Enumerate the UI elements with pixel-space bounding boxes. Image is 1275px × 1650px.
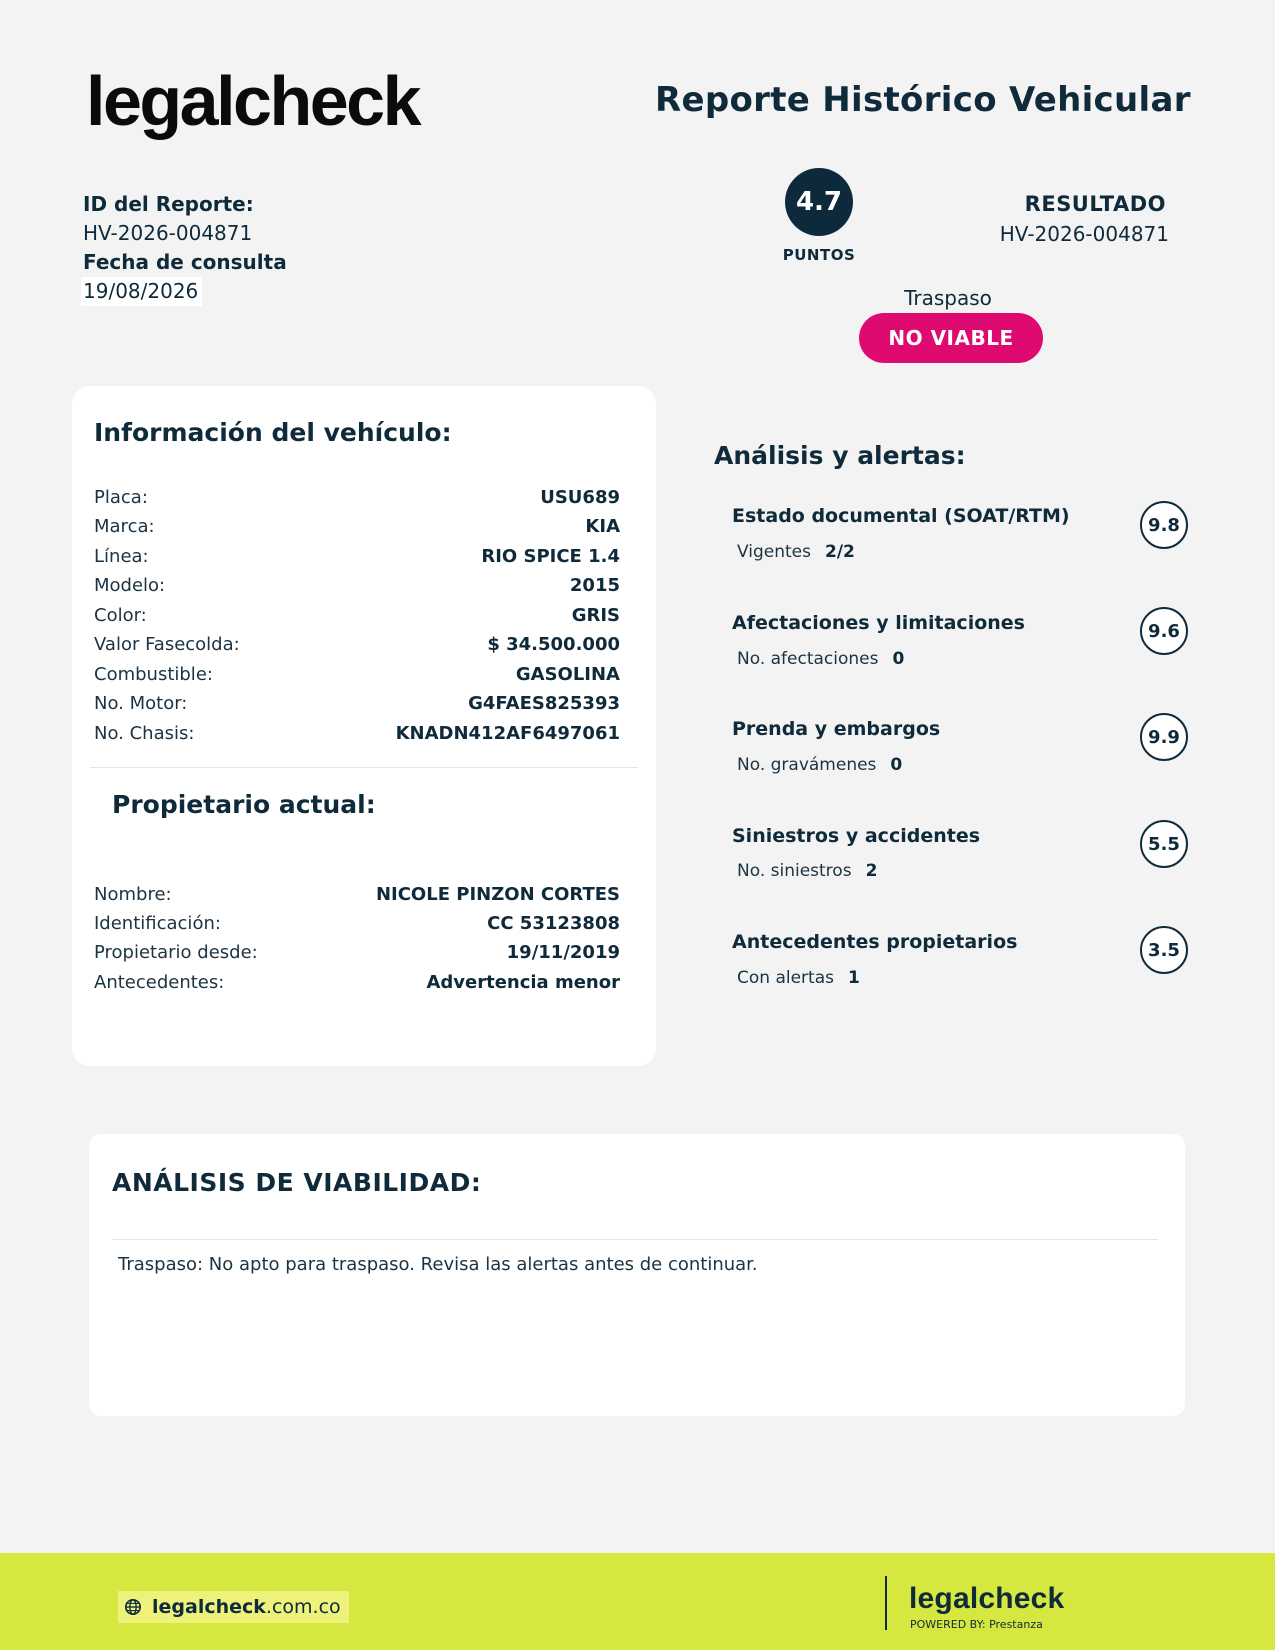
field-value: G4FAES825393	[468, 693, 620, 714]
field-label: No. Motor:	[94, 693, 188, 714]
analysis-item-score: 5.5	[1140, 820, 1188, 868]
analysis-item-value: 0	[890, 755, 903, 775]
vehicle-field-chasis	[94, 723, 620, 744]
analysis-item-label: No. siniestros	[737, 861, 852, 881]
vehicle-field-linea	[94, 546, 620, 567]
vehicle-field-placa	[94, 487, 620, 508]
field-label: Color:	[94, 605, 147, 626]
field-label: No. Chasis:	[94, 723, 195, 744]
analysis-item-score: 9.9	[1140, 713, 1188, 761]
footer-divider	[885, 1576, 887, 1630]
website-domain-rest: .com.co	[265, 1596, 341, 1618]
analysis-item-title: Siniestros y accidentes	[732, 825, 981, 847]
field-label: Marca:	[94, 516, 155, 537]
field-value: 19/11/2019	[506, 942, 620, 963]
viability-title: ANÁLISIS DE VIABILIDAD:	[112, 1168, 482, 1197]
report-date: 19/08/2026	[81, 277, 202, 306]
analysis-item-label: No. gravámenes	[737, 755, 877, 775]
field-value: KIA	[585, 516, 620, 537]
analysis-item-value: 0	[892, 649, 905, 669]
analysis-item-title: Prenda y embargos	[732, 718, 941, 740]
analysis-item-label: Vigentes	[737, 542, 811, 562]
vehicle-field-marca	[94, 516, 620, 537]
analysis-item-detail	[737, 542, 855, 562]
viability-divider	[112, 1239, 1158, 1240]
field-value: GASOLINA	[515, 664, 620, 685]
section-divider	[90, 767, 638, 768]
field-label: Valor Fasecolda:	[94, 634, 240, 655]
analysis-item-value: 2	[865, 861, 878, 881]
date-label: Fecha de consulta	[83, 250, 287, 274]
analysis-item-value: 2/2	[825, 542, 855, 562]
field-label: Propietario desde:	[94, 942, 258, 963]
transfer-label: Traspaso	[904, 286, 992, 310]
analysis-item-title: Antecedentes propietarios	[732, 931, 1018, 953]
report-id-label: ID del Reporte:	[83, 192, 254, 216]
analysis-item-title: Estado documental (SOAT/RTM)	[732, 505, 1070, 527]
report-meta	[83, 190, 287, 306]
vehicle-field-fasecolda	[94, 634, 620, 655]
analysis-item-detail	[737, 755, 902, 775]
vehicle-field-modelo	[94, 575, 620, 596]
vehicle-field-combustible	[94, 664, 620, 685]
field-label: Nombre:	[94, 884, 172, 905]
owner-field-identificacion	[94, 913, 620, 934]
analysis-item-score: 3.5	[1140, 926, 1188, 974]
field-value: GRIS	[571, 605, 620, 626]
field-label: Placa:	[94, 487, 148, 508]
analysis-item-score: 9.8	[1140, 501, 1188, 549]
field-label: Combustible:	[94, 664, 213, 685]
score-badge: 4.7	[785, 168, 853, 236]
analysis-item-label: No. afectaciones	[737, 649, 879, 669]
analysis-item-detail	[737, 649, 904, 669]
field-value: KNADN412AF6497061	[395, 723, 620, 744]
owner-section-title: Propietario actual:	[112, 790, 376, 819]
field-label: Modelo:	[94, 575, 166, 596]
result-value: HV-2026-004871	[999, 222, 1169, 246]
owner-field-desde	[94, 942, 620, 963]
analysis-item-value: 1	[847, 968, 860, 988]
website-domain-bold: legalcheck	[152, 1596, 266, 1618]
field-value: $ 34.500.000	[487, 634, 620, 655]
owner-field-nombre	[94, 884, 620, 905]
field-value: RIO SPICE 1.4	[481, 546, 620, 567]
field-value: NICOLE PINZON CORTES	[375, 884, 620, 905]
analysis-item-score: 9.6	[1140, 607, 1188, 655]
vehicle-field-motor	[94, 693, 620, 714]
website-link[interactable]	[118, 1591, 349, 1623]
analysis-item-label: Con alertas	[737, 968, 834, 988]
field-value: CC 53123808	[487, 913, 620, 934]
field-value: 2015	[569, 575, 620, 596]
field-label: Identificación:	[94, 913, 221, 934]
field-value: Advertencia menor	[426, 972, 620, 993]
field-label: Línea:	[94, 546, 149, 567]
page-title: Reporte Histórico Vehicular	[655, 80, 1191, 120]
analysis-item-title: Afectaciones y limitaciones	[732, 612, 1025, 634]
analysis-item-detail	[737, 968, 860, 988]
footer-logo: legalcheck	[909, 1582, 1065, 1615]
viability-text: Traspaso: No apto para traspaso. Revisa las alertas antes de continuar.	[118, 1254, 758, 1275]
field-value: USU689	[540, 487, 620, 508]
globe-icon	[124, 1598, 142, 1616]
brand-logo: legalcheck	[86, 62, 419, 140]
owner-field-antecedentes	[94, 972, 620, 993]
transfer-status-badge: NO VIABLE	[859, 313, 1043, 363]
report-id: HV-2026-004871	[83, 221, 253, 245]
vehicle-section-title: Información del vehículo:	[94, 418, 452, 447]
powered-by-text: POWERED BY: Prestanza	[910, 1618, 1043, 1631]
vehicle-field-color	[94, 605, 620, 626]
analysis-item-detail	[737, 861, 877, 881]
score-label: PUNTOS	[782, 246, 856, 264]
result-title: RESULTADO	[1024, 192, 1166, 216]
field-label: Antecedentes:	[94, 972, 225, 993]
analysis-section-title: Análisis y alertas:	[714, 441, 966, 470]
